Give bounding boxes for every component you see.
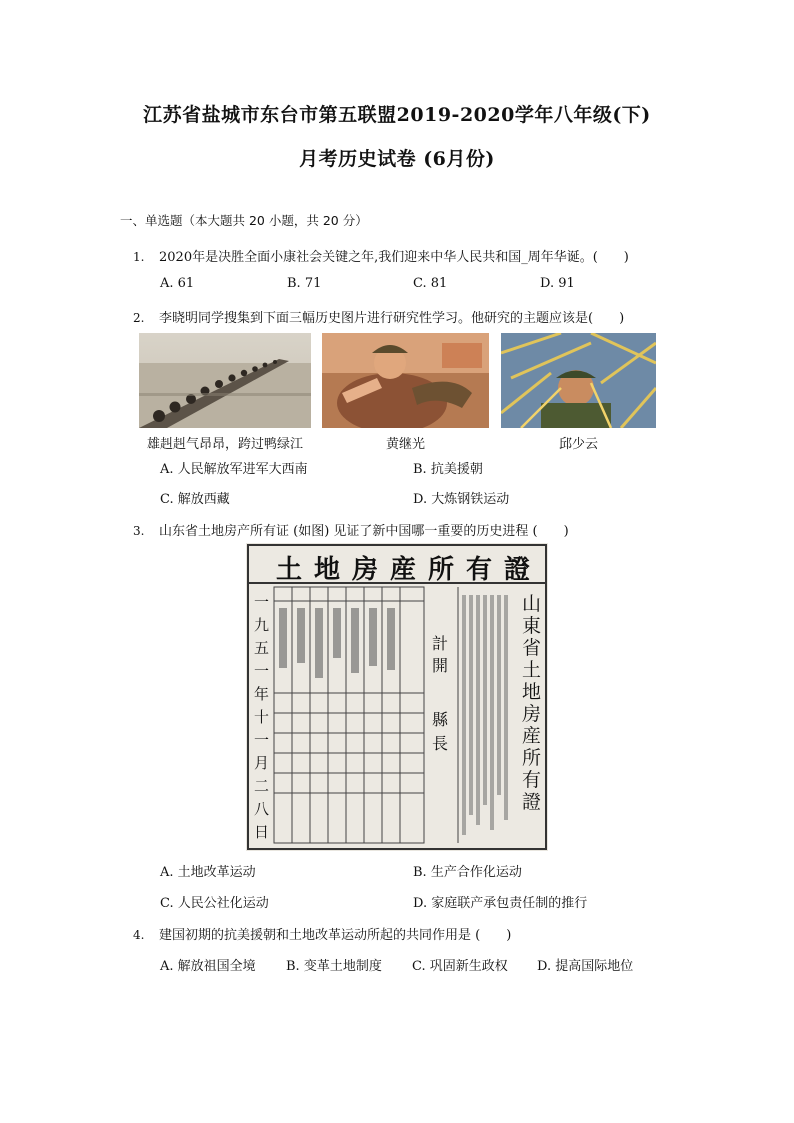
q3-option-a[interactable]: A. 土地改革运动 bbox=[160, 865, 256, 880]
q1-option-a[interactable]: A. 61 bbox=[160, 276, 195, 291]
certificate-field-jikai: 計開 bbox=[432, 634, 449, 675]
caption-crossing-yalu: 雄赳赳气昂昂，跨过鸭绿江 bbox=[146, 437, 303, 452]
exam-title-line-2: 月考历史试卷 (6月份) bbox=[299, 148, 495, 170]
q1-option-b[interactable]: B. 71 bbox=[287, 276, 322, 291]
q2-option-b[interactable]: B. 抗美援朝 bbox=[413, 462, 483, 477]
caption-qiu-shaoyun: 邱少云 bbox=[558, 437, 598, 452]
q3-option-d[interactable]: D. 家庭联产承包责任制的推行 bbox=[413, 896, 588, 911]
q4-option-d[interactable]: D. 提高国际地位 bbox=[537, 959, 634, 974]
q3-option-c[interactable]: C. 人民公社化运动 bbox=[160, 896, 269, 911]
certificate-header: 土地房産所有證 bbox=[275, 555, 542, 585]
certificate-field-xianzhang: 縣長 bbox=[432, 710, 449, 753]
question-number: 3. bbox=[133, 524, 145, 538]
exam-title-line-1: 江苏省盐城市东台市第五联盟2019-2020学年八年级(下) bbox=[143, 104, 651, 126]
land-certificate-image bbox=[246, 543, 548, 851]
certificate-side-title: 山東省土地房産所有證 bbox=[522, 593, 542, 813]
question-text: 建国初期的抗美援朝和土地改革运动所起的共同作用是 ( ) bbox=[159, 928, 512, 943]
q4-option-c[interactable]: C. 巩固新生政权 bbox=[412, 959, 508, 974]
question-number: 2. bbox=[133, 311, 145, 325]
q1-option-c[interactable]: C. 81 bbox=[413, 276, 448, 291]
q4-option-b[interactable]: B. 变革土地制度 bbox=[286, 959, 382, 974]
q1-option-d[interactable]: D. 91 bbox=[540, 276, 575, 291]
question-number: 1. bbox=[133, 250, 145, 264]
photo-crossing-yalu bbox=[139, 333, 311, 428]
certificate-date: 一九五一年十一月二八日 bbox=[254, 593, 270, 841]
q2-option-d[interactable]: D. 大炼钢铁运动 bbox=[413, 492, 510, 507]
question-1 bbox=[133, 246, 629, 265]
question-number: 4. bbox=[133, 928, 145, 942]
section-heading: 一、单选题（本大题共 20 小题，共 20 分） bbox=[120, 213, 368, 228]
question-2 bbox=[133, 307, 624, 326]
q2-option-c[interactable]: C. 解放西藏 bbox=[160, 492, 230, 507]
photo-huang-jiguang bbox=[322, 333, 489, 428]
question-3 bbox=[133, 520, 569, 539]
q2-option-a[interactable]: A. 人民解放军进军大西南 bbox=[160, 462, 308, 477]
photo-qiu-shaoyun bbox=[501, 333, 656, 428]
question-text: 山东省土地房产所有证 (如图) 见证了新中国哪一重要的历史进程 ( ) bbox=[159, 524, 569, 539]
question-4 bbox=[133, 924, 511, 943]
q4-option-a[interactable]: A. 解放祖国全境 bbox=[160, 959, 256, 974]
q3-option-b[interactable]: B. 生产合作化运动 bbox=[413, 865, 522, 880]
question-text: 李晓明同学搜集到下面三幅历史图片进行研究性学习。他研究的主题应该是( ) bbox=[159, 311, 625, 326]
question-text: 2020年是决胜全面小康社会关键之年,我们迎来中华人民共和国_周年华诞。( ) bbox=[159, 250, 629, 265]
caption-huang-jiguang: 黄继光 bbox=[385, 437, 425, 452]
